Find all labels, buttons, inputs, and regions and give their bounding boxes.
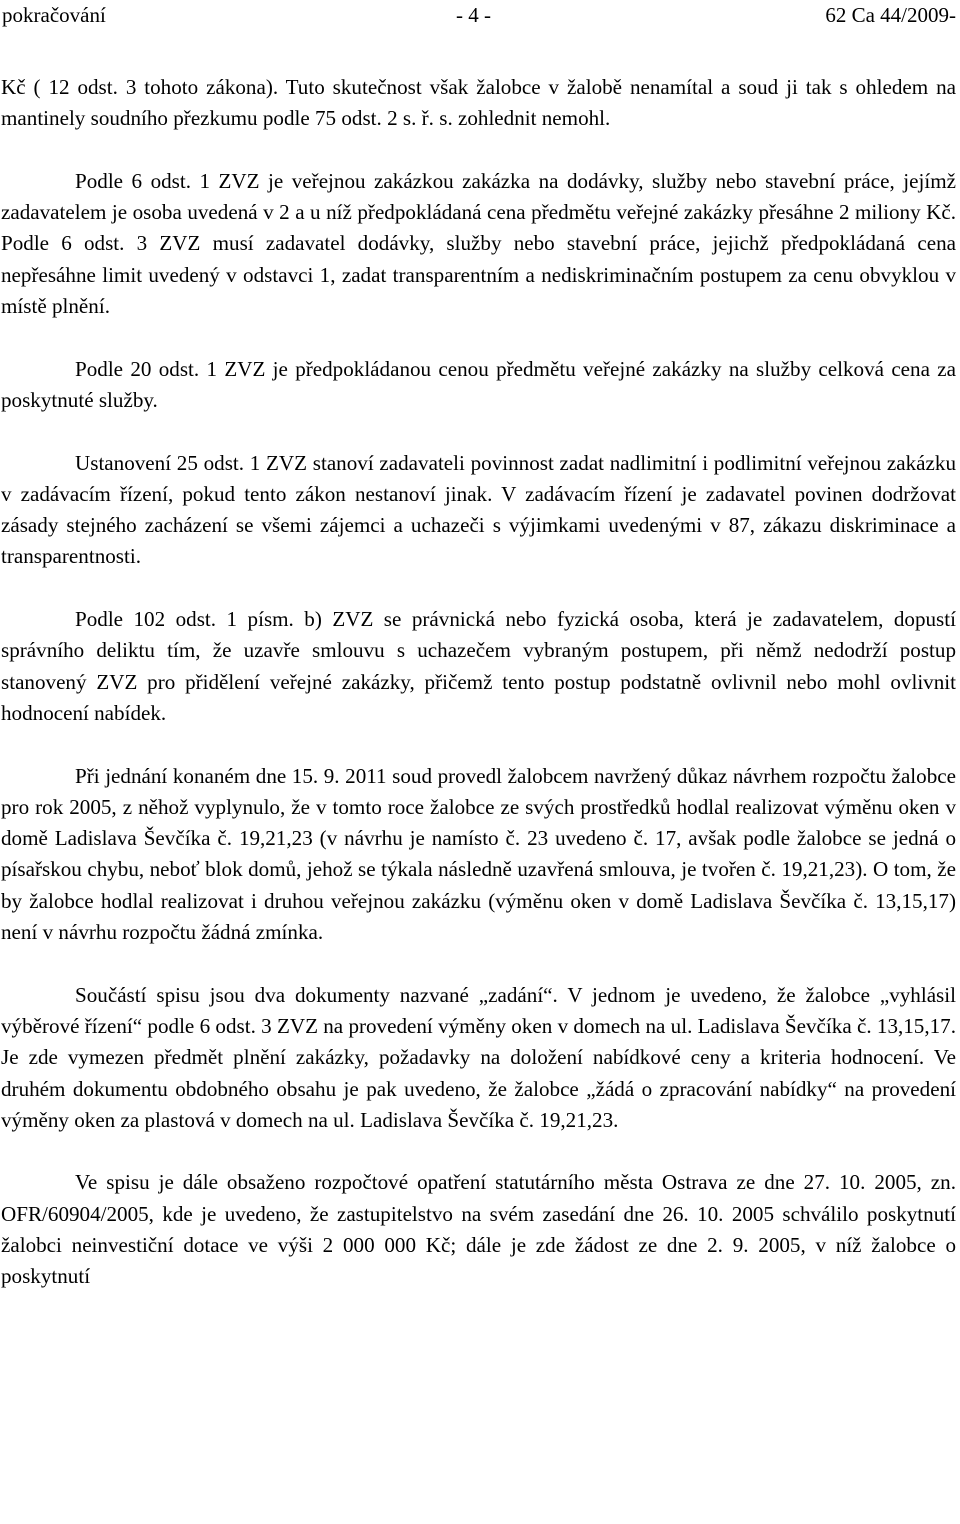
paragraph-hearing: Při jednání konaném dne 15. 9. 2011 soud provedl žalobcem navržený důkaz návrhem rozpočtu žalobce pro rok 2005, z něhož vyplynulo, že v tomto roce žalobce ze svých prostředků hodlal realizovat výměnu oken v domě Ladislava Ševčíka č. 19,21,23 (v návrhu je namísto č. 23 uvedeno č. 17, avšak podle žalobce se jedná o písařskou chybu, neboť blok domů, jehož se týkala následně uzavřená smlouva, je tvořen č. 19,21,23). O tom, že by žalobce hodlal realizovat i druhou veřejnou zakázku (výměnu oken v domě Ladislava Ševčíka č. 13,15,17) není v návrhu rozpočtu žádná zmínka.	[1, 763, 956, 945]
page-header	[1, 0, 956, 30]
header-continuation: pokračování	[2, 3, 106, 27]
paragraph-section-102: Podle 102 odst. 1 písm. b) ZVZ se právnická nebo fyzická osoba, která je zadavatelem, dopustí správního deliktu tím, že uzavře smlouvu s uchazečem vybraným postupem, při němž nedodrží postup stanovený ZVZ pro přidělení veřejné zakázky, přičemž tento postup podstatně ovlivnil nebo mohl ovlivnit hodnocení nabídek.	[1, 607, 956, 725]
paragraph-budget-measure: Ve spisu je dále obsaženo rozpočtové opatření statutárního města Ostrava ze dne 27. 10. 2005, zn. OFR/60904/2005, kde je uvedeno, že zastupitelstvo na svém zasedání dne 26. 10. 2005 schválilo poskytnutí žalobci neinvestiční dotace ve výši 2 000 000 Kč; dále je zde žádost ze dne 2. 9. 2005, v níž žalobce o poskytnutí	[1, 1170, 956, 1289]
document-body	[1, 72, 956, 1293]
case-number: 62 Ca 44/2009-	[825, 3, 956, 27]
page-number: - 4 -	[456, 3, 491, 27]
paragraph-section-25: Ustanovení 25 odst. 1 ZVZ stanoví zadavateli povinnost zadat nadlimitní i podlimitní veřejnou zakázku v zadávacím řízení, pokud tento zákon nestanoví jinak. V zadávacím řízení je zadavatel povinen dodržovat zásady stejného zacházení se všemi zájemci a uchazeči s výjimkami uvedenými v 87, zákazu diskriminace a transparentnosti.	[1, 450, 956, 569]
paragraph-documents: Součástí spisu jsou dva dokumenty nazvané „zadání“. V jednom je uvedeno, že žalobce „vyhlásil výběrové řízení“ podle 6 odst. 3 ZVZ na provedení výměny oken v domech na ul. Ladislava Ševčíka č. 13,15,17. Je zde vymezen předmět plnění zakázky, požadavky na doložení nabídkové ceny a kriteria hodnocení. Ve druhém dokumentu obdobného obsahu je pak uvedeno, že žalobce „žádá o zpracování nabídky“ na provedení výměny oken za plastová v domech na ul. Ladislava Ševčíka č. 19,21,23.	[1, 982, 956, 1132]
paragraph-section-20: Podle 20 odst. 1 ZVZ je předpokládanou cenou předmětu veřejné zakázky na služby celková cena za poskytnuté služby.	[1, 356, 956, 412]
paragraph-continuation: Kč ( 12 odst. 3 tohoto zákona). Tuto skutečnost však žalobce v žalobě nenamítal a soud ji tak s ohledem na mantinely soudního přezkumu podle 75 odst. 2 s. ř. s. zohlednit nemohl.	[1, 75, 956, 131]
paragraph-section-6: Podle 6 odst. 1 ZVZ je veřejnou zakázkou zakázka na dodávky, služby nebo stavební práce, jejímž zadavatelem je osoba uvedená v 2 a u níž předpokládaná cena předmětu veřejné zakázky přesáhne 2 miliony Kč. Podle 6 odst. 3 ZVZ musí zadavatel dodávky, služby nebo stavební práce, jejichž předpokládaná cena nepřesáhne limit uvedený v odstavci 1, zadat transparentním a nediskriminačním postupem za cenu obvyklou v místě plnění.	[1, 168, 956, 319]
